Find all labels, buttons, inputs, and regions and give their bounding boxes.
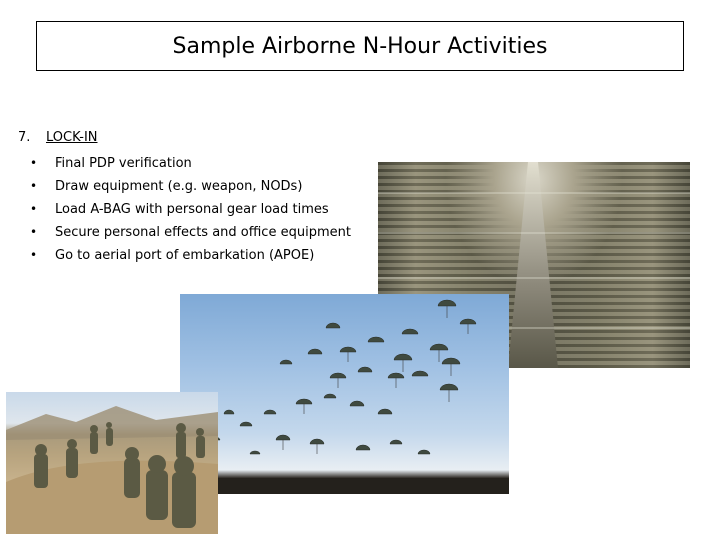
bullet-icon: •	[30, 179, 38, 193]
list-item-text: Draw equipment (e.g. weapon, NODs)	[55, 179, 303, 194]
desert-troops-illustration	[6, 392, 218, 534]
section-heading	[18, 130, 351, 152]
bullet-icon: •	[30, 248, 38, 262]
list-item	[30, 244, 351, 267]
cabin-rib	[378, 277, 690, 279]
list-item	[30, 198, 351, 221]
parachute-drop-photo	[180, 294, 509, 494]
bullet-icon: •	[30, 156, 38, 170]
section-number: 7.	[18, 130, 31, 145]
list-item-text: Secure personal effects and office equipment	[55, 225, 351, 240]
lock-in-section	[18, 130, 351, 267]
bullet-icon: •	[30, 202, 38, 216]
bullet-icon: •	[30, 225, 38, 239]
cabin-rib	[378, 192, 690, 194]
title-box	[36, 21, 684, 71]
list-item	[30, 152, 351, 175]
list-item-text: Go to aerial port of embarkation (APOE)	[55, 248, 315, 263]
list-item-text: Load A-BAG with personal gear load times	[55, 202, 329, 217]
parachutes-illustration	[180, 294, 509, 494]
slide-title: Sample Airborne N-Hour Activities	[172, 33, 548, 59]
list-item-text: Final PDP verification	[55, 156, 192, 171]
list-item	[30, 221, 351, 244]
bullet-list	[18, 152, 351, 267]
section-label: LOCK-IN	[46, 130, 98, 145]
cabin-rib	[378, 232, 690, 234]
desert-patrol-photo	[6, 392, 218, 534]
list-item	[30, 175, 351, 198]
